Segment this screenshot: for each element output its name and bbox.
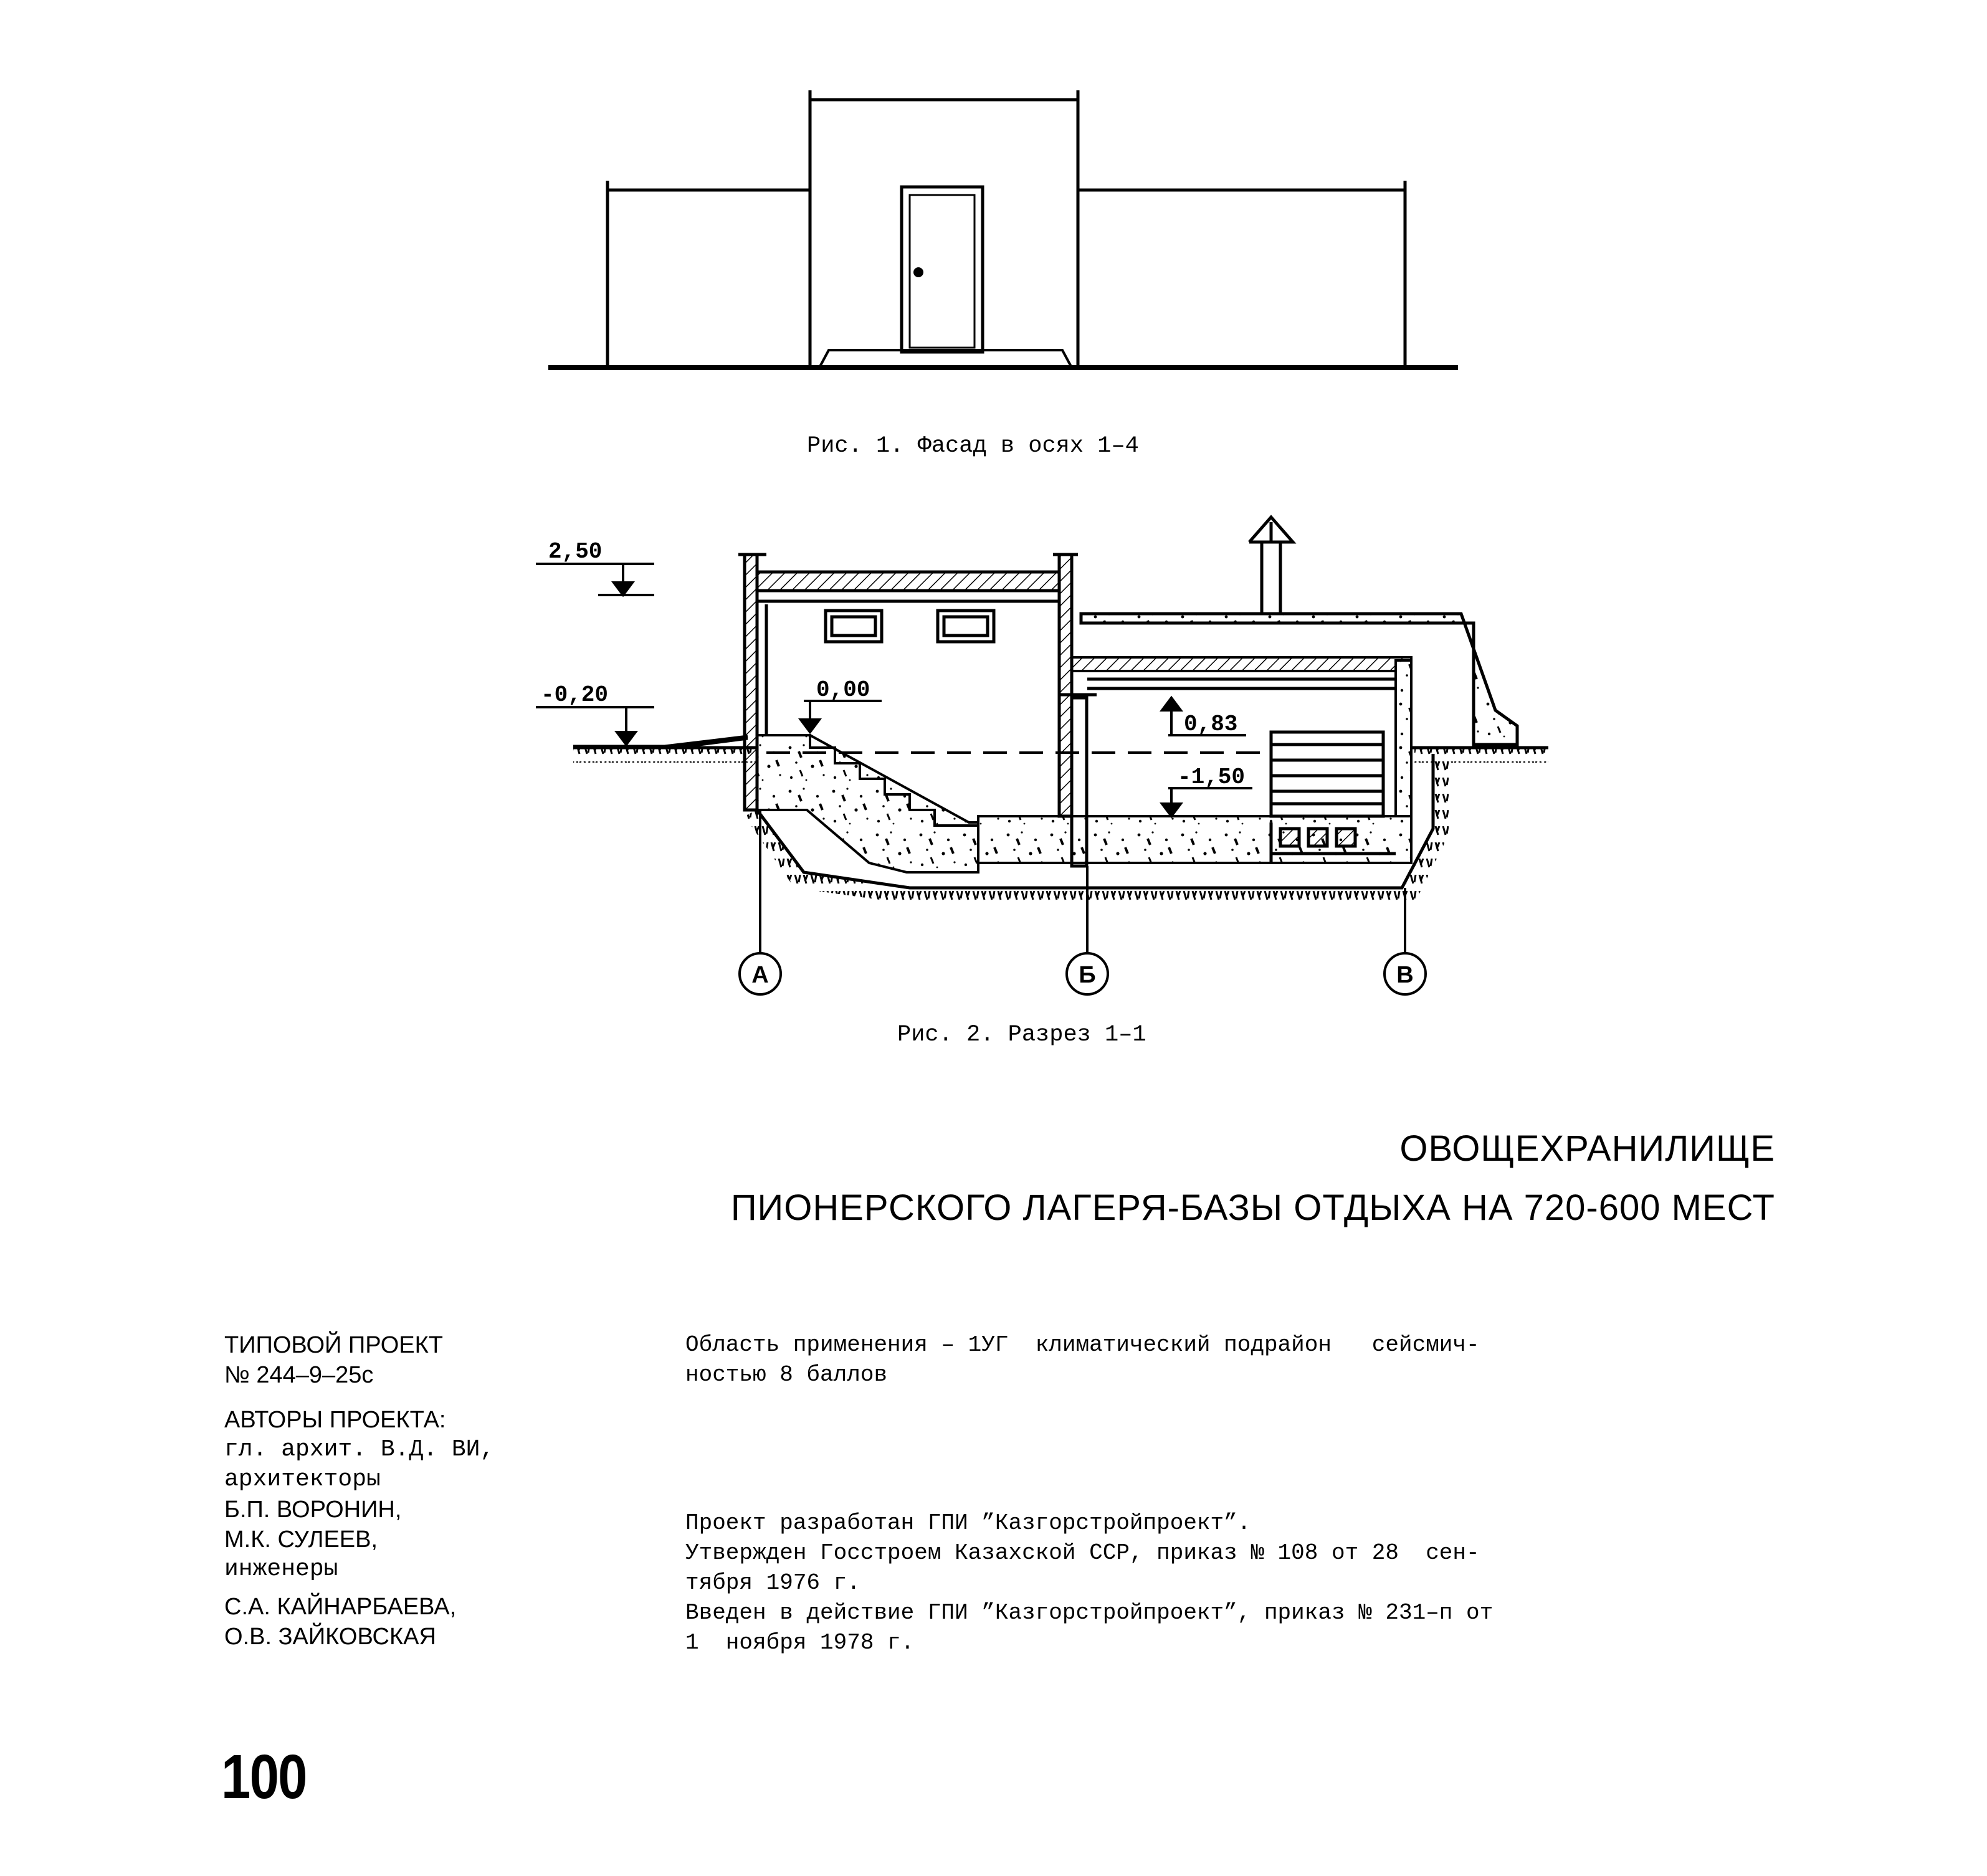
axis-a-label: А: [751, 962, 769, 988]
level-0-83: 0,83: [1184, 712, 1238, 737]
axis-b-label: Б: [1079, 962, 1096, 988]
project-number: № 244–9–25с: [224, 1362, 374, 1388]
axis-v-label: В: [1396, 962, 1414, 988]
scope-line-2: ностью 8 баллов: [685, 1362, 888, 1388]
enacted-line-2: 1 ноября 1978 г.: [685, 1630, 915, 1655]
approved-line-1: Утвержден Госстроем Казахской ССР, приказ № 108 от 28 сен-: [685, 1540, 1480, 1566]
figure-2-caption: Рис. 2. Разрез 1–1: [897, 1022, 1146, 1048]
chief-architect: гл. архит. В.Д. ВИ,: [224, 1436, 495, 1463]
approval-info-block: [685, 1330, 1493, 1658]
level-minus-1-50: -1,50: [1178, 764, 1246, 790]
authors-heading: АВТОРЫ ПРОЕКТА:: [224, 1407, 446, 1433]
project-label: ТИПОВОЙ ПРОЕКТ: [224, 1332, 443, 1358]
architect-1: Б.П. ВОРОНИН,: [224, 1497, 402, 1523]
architects-label: архитекторы: [224, 1466, 381, 1493]
engineer-2: О.В. ЗАЙКОВСКАЯ: [224, 1624, 436, 1650]
project-info-block: [224, 1330, 494, 1652]
page-number: 100: [221, 1742, 307, 1812]
level-2-50: 2,50: [548, 539, 603, 564]
architect-2: М.К. СУЛЕЕВ,: [224, 1526, 378, 1553]
scope-line-1: Область применения – 1УГ климатический подрайон сейсмич-: [685, 1332, 1480, 1358]
engineer-1: С.А. КАЙНАРБАЕВА,: [224, 1594, 457, 1620]
level-0-00: 0,00: [816, 677, 870, 703]
title-line-1: ОВОЩЕХРАНИЛИЩЕ: [1399, 1128, 1775, 1169]
engineers-label: инженеры: [224, 1556, 338, 1583]
figure-1-caption: Рис. 1. Фасад в осях 1–4: [807, 433, 1139, 459]
enacted-line-1: Введен в действие ГПИ ”Казгорстройпроект”, приказ № 231–п от: [685, 1600, 1494, 1626]
approved-line-2: тября 1976 г.: [685, 1570, 860, 1596]
title-line-2: ПИОНЕРСКОГО ЛАГЕРЯ-БАЗЫ ОТДЫХА НА 720-600 МЕСТ: [730, 1188, 1775, 1228]
developed-by: Проект разработан ГПИ ”Казгорстройпроект”.: [685, 1510, 1251, 1536]
level-minus-0-20: -0,20: [541, 682, 609, 708]
